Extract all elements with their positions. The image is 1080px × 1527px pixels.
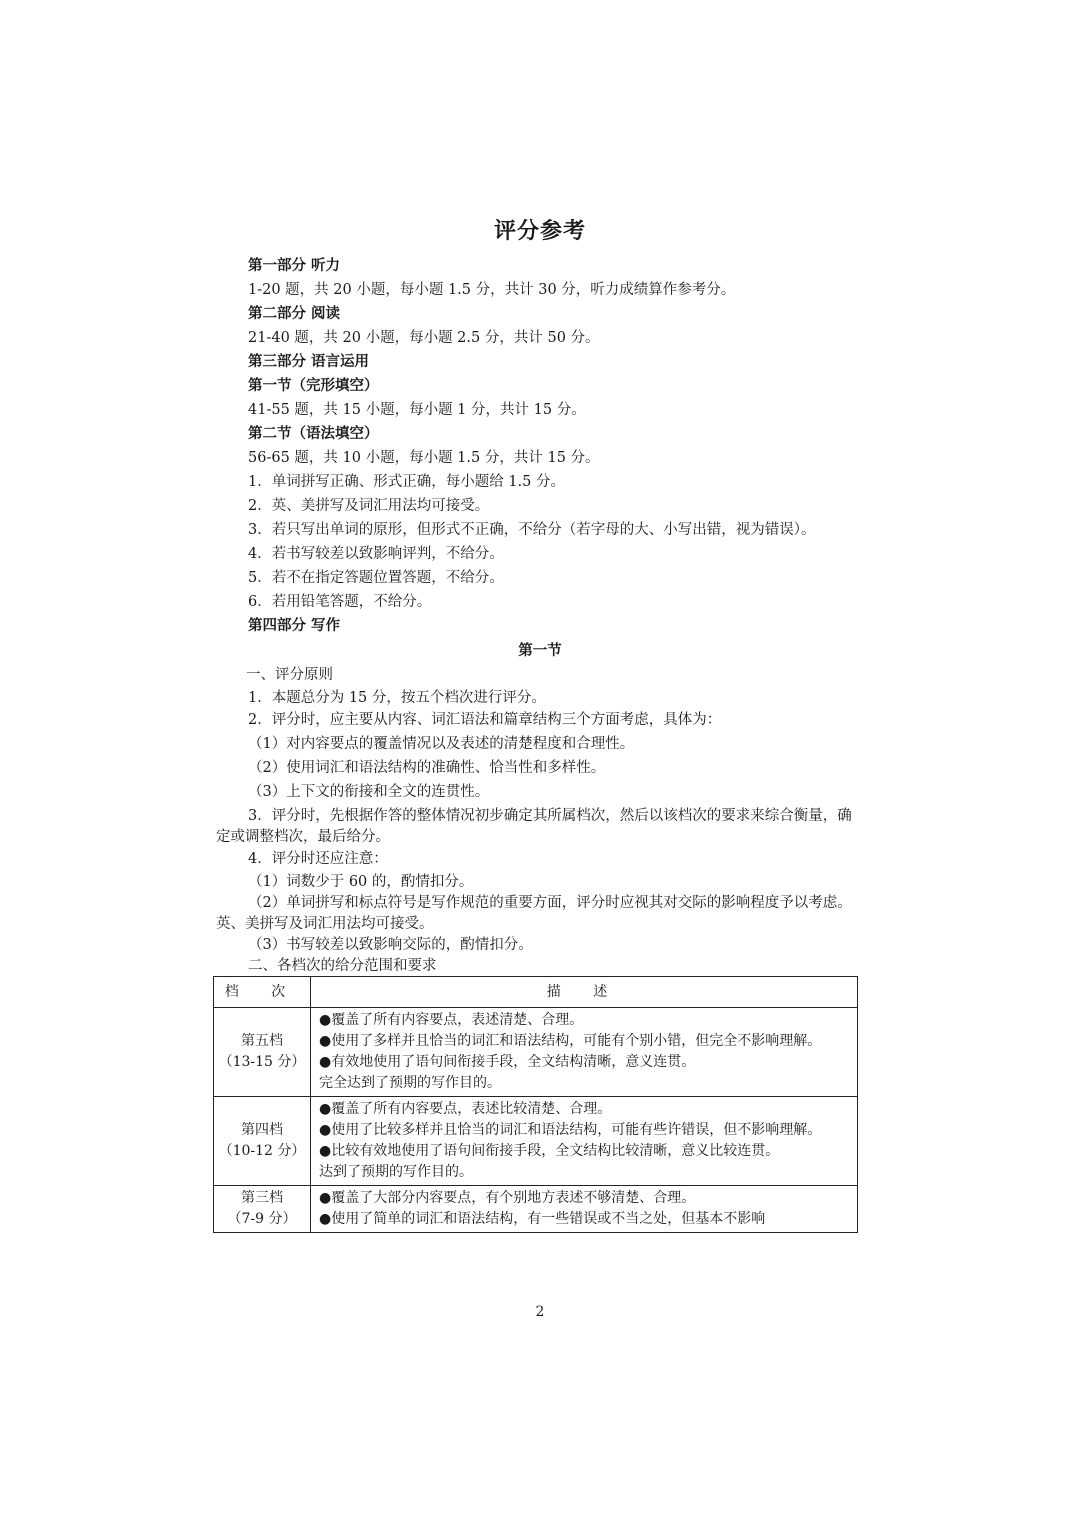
principle-4: 4．评分时还应注意： [248, 851, 388, 867]
desc-line: ●有效地使用了语句间衔接手段，全文结构清晰，意义连贯。 [319, 1054, 696, 1070]
level-name: 第五档 [241, 1033, 283, 1049]
desc-line: ●覆盖了所有内容要点，表述比较清楚、合理。 [319, 1101, 612, 1117]
part4-heading: 第四部分 写作 [248, 617, 341, 634]
level-name: 第三档 [241, 1190, 283, 1206]
table-row [214, 1008, 858, 1097]
rule-item: 5．若不在指定答题位置答题，不给分。 [248, 570, 504, 586]
part1-text: 1-20 题，共 20 小题，每小题 1.5 分，共计 30 分，听力成绩算作参考分。 [248, 282, 736, 298]
part3-sec1-heading: 第一节（完形填空） [248, 377, 379, 394]
rule-item: 6．若用铅笔答题，不给分。 [248, 594, 432, 610]
principles-heading: 一、评分原则 [246, 667, 333, 683]
desc-line: ●比较有效地使用了语句间衔接手段，全文结构比较清晰，意义比较连贯。 [319, 1143, 780, 1159]
principle-2-item: （1）对内容要点的覆盖情况以及表述的清楚程度和合理性。 [248, 736, 635, 752]
desc-line: ●使用了比较多样并且恰当的词汇和语法结构，可能有些许错误，但不影响理解。 [319, 1122, 822, 1138]
table-row [214, 1097, 858, 1186]
principle-4-item: （3）书写较差以致影响交际的，酌情扣分。 [248, 937, 533, 953]
part3-sec1-text: 41-55 题，共 15 小题，每小题 1 分，共计 15 分。 [248, 402, 586, 418]
part3-heading: 第三部分 语言运用 [248, 353, 370, 370]
principle-3: 3．评分时，先根据作答的整体情况初步确定其所属档次，然后以该档次的要求来综合衡量，确定或调整档次，最后给分。 [216, 808, 852, 845]
ranges-heading: 二、各档次的给分范围和要求 [248, 958, 437, 974]
level-range: （13-15 分） [218, 1054, 306, 1070]
desc-line: ●使用了多样并且恰当的词汇和语法结构，可能有个别小错，但完全不影响理解。 [319, 1033, 822, 1049]
desc-line: 达到了预期的写作目的。 [319, 1164, 473, 1180]
desc-line: ●覆盖了大部分内容要点，有个别地方表述不够清楚、合理。 [319, 1190, 696, 1206]
desc-cell [311, 1008, 858, 1097]
principle-2: 2．评分时，应主要从内容、词汇语法和篇章结构三个方面考虑，具体为： [248, 712, 722, 728]
principle-1: 1．本题总分为 15 分，按五个档次进行评分。 [248, 690, 546, 706]
principle-2-item: （3）上下文的衔接和全文的连贯性。 [248, 784, 490, 800]
level-cell [214, 1097, 311, 1186]
table-header-desc: 描 述 [311, 977, 858, 1008]
page-number: 2 [535, 1304, 545, 1320]
grading-table [213, 976, 858, 1233]
part4-sec1-heading: 第一节 [518, 642, 562, 659]
desc-cell [311, 1097, 858, 1186]
table-header-level: 档 次 [214, 977, 311, 1008]
level-cell [214, 1008, 311, 1097]
level-range: （7-9 分） [227, 1211, 297, 1227]
part1-heading: 第一部分 听力 [248, 257, 341, 274]
principle-4-item: （1）词数少于 60 的，酌情扣分。 [248, 874, 474, 890]
page-title: 评分参考 [493, 218, 586, 244]
desc-line: ●覆盖了所有内容要点，表述清楚、合理。 [319, 1012, 584, 1028]
level-cell [214, 1186, 311, 1233]
rule-item: 2．英、美拼写及词汇用法均可接受。 [248, 498, 490, 514]
part2-text: 21-40 题，共 20 小题，每小题 2.5 分，共计 50 分。 [248, 330, 600, 346]
part2-heading: 第二部分 阅读 [248, 305, 341, 322]
desc-line: ●使用了简单的词汇和语法结构，有一些错误或不当之处，但基本不影响 [319, 1211, 766, 1227]
level-name: 第四档 [241, 1122, 283, 1138]
desc-cell [311, 1186, 858, 1233]
part3-sec2-text: 56-65 题，共 10 小题，每小题 1.5 分，共计 15 分。 [248, 450, 600, 466]
table-row [214, 1186, 858, 1233]
rule-item: 3．若只写出单词的原形，但形式不正确，不给分（若字母的大、小写出错，视为错误）。 [248, 522, 816, 538]
rule-item: 4．若书写较差以致影响评判，不给分。 [248, 546, 504, 562]
part3-sec2-heading: 第二节（语法填空） [248, 425, 379, 442]
principle-4-item: （2）单词拼写和标点符号是写作规范的重要方面，评分时应视其对交际的影响程度予以考虑。英、美拼写及词汇用法均可接受。 [216, 895, 852, 932]
level-range: （10-12 分） [218, 1143, 306, 1159]
principle-2-item: （2）使用词汇和语法结构的准确性、恰当性和多样性。 [248, 760, 606, 776]
rule-item: 1．单词拼写正确、形式正确，每小题给 1.5 分。 [248, 474, 566, 490]
table-header-row [214, 977, 858, 1008]
desc-line: 完全达到了预期的写作目的。 [319, 1075, 501, 1091]
